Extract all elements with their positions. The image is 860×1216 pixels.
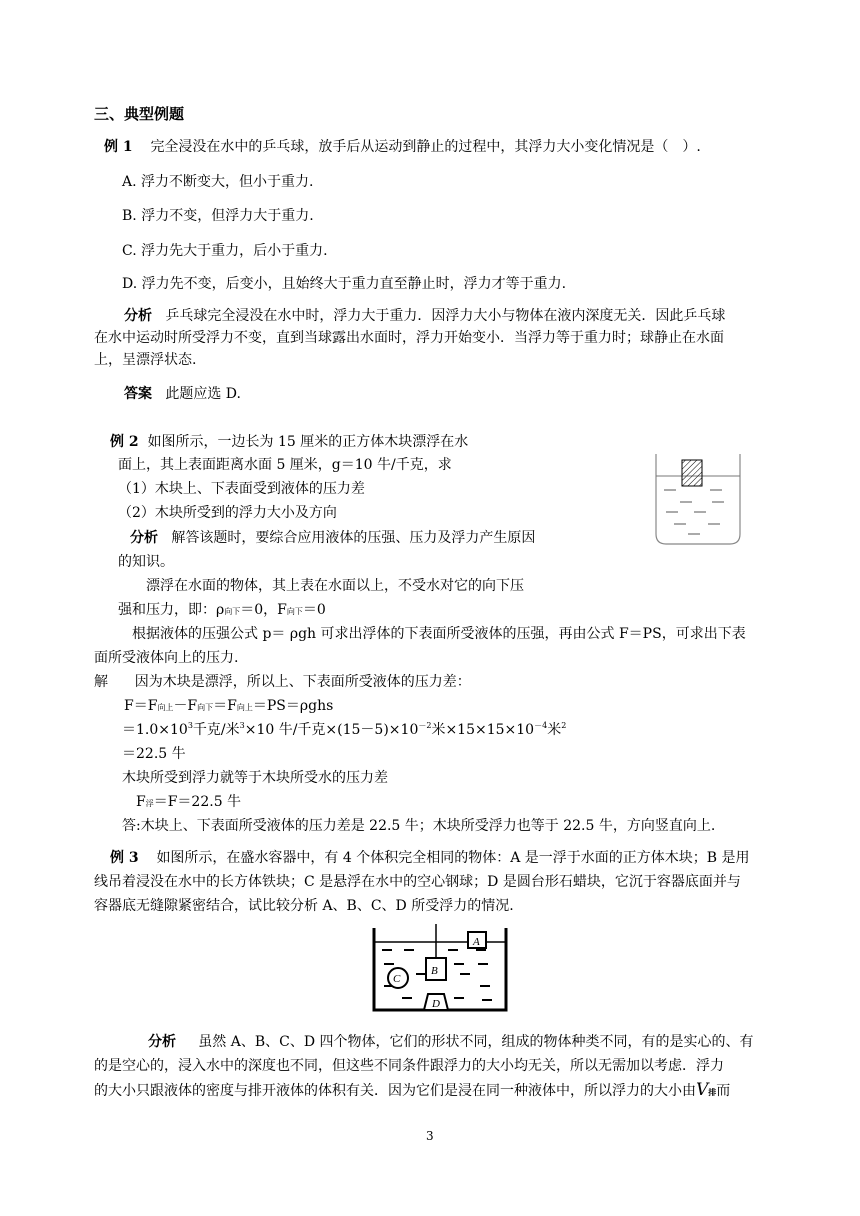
example-1-analysis-line-3: 上，呈漂浮状态. <box>94 352 197 368</box>
exponent: －2 <box>418 721 432 730</box>
eq-part: F <box>136 794 146 810</box>
v-subscript: 排 <box>708 1087 717 1097</box>
subscript-up: 向上 <box>236 703 253 712</box>
option-d: D. 浮力先不变，后变小，且始终大于重力直至静止时，浮力才等于重力. <box>122 276 567 292</box>
analysis-label: 分析 <box>148 1034 176 1050</box>
example-1-label: 例 1 <box>104 139 133 155</box>
label-d: D <box>432 998 440 1010</box>
example-3-text: 如图所示，在盛水容器中，有 4 个体积完全相同的物体：A 是一浮于水面的正方体木块；B 是用 <box>156 850 750 866</box>
eq-part: ×10 牛/千克×(15－5)×10 <box>244 722 419 738</box>
equation-1 <box>124 696 333 718</box>
option-b: B. 浮力不变，但浮力大于重力. <box>122 208 314 224</box>
example-3-label: 例 3 <box>110 850 139 866</box>
eq-part: F＝F <box>124 698 158 714</box>
eq-part: 米 <box>547 722 562 738</box>
example-3-analysis-line-2: 的是空心的，浸入水中的深度也不同，但这些不同条件跟浮力的大小均无关，所以无需加以考虑．浮力 <box>94 1058 724 1074</box>
eq-part: ＝1.0×10 <box>122 722 188 738</box>
example-2-line-2: 面上，其上表面距离水面 5 厘米，g＝10 牛/千克，求 <box>118 457 452 473</box>
example-2-line-3: （1）木块上、下表面受到液体的压力差 <box>118 481 365 497</box>
example-3-line-1 <box>110 848 750 868</box>
solution-intro <box>94 672 471 692</box>
label-c: C <box>393 973 401 985</box>
trailing-text: 而 <box>716 1083 731 1099</box>
eq-part: 米×15×15×10 <box>431 722 535 738</box>
subscript-down: 向下 <box>197 703 214 712</box>
example-2-line-4: （2）木块所受到的浮力大小及方向 <box>118 505 337 521</box>
section-title: 三、典型例题 <box>94 105 185 123</box>
solution-intro-text: 因为木块是漂浮，所以上、下表面所受液体的压力差： <box>134 674 471 690</box>
subscript-down: 向下 <box>224 607 241 616</box>
buoyancy-result <box>136 792 241 814</box>
subscript-float: 浮 <box>145 799 154 808</box>
example-2-analysis-line-1 <box>130 528 535 548</box>
answer-label: 答案 <box>124 386 152 402</box>
label-a: A <box>473 936 480 948</box>
solution-label: 解 <box>94 674 108 690</box>
conclusion: 木块所受到浮力就等于木块所受水的压力差 <box>122 770 388 786</box>
exponent: －4 <box>534 721 548 730</box>
example-1-text: 完全浸没在水中的乒乓球，放手后从运动到静止的过程中，其浮力大小变化情况是（ ）. <box>150 139 701 155</box>
exponent: 3 <box>239 721 245 730</box>
analysis-text: 的大小只跟液体的密度与排开液体的体积有关．因为它们是浸在同一种液体中，所以浮力的大小由 <box>94 1083 696 1099</box>
final-answer: 答:木块上、下表面所受液体的压力差是 22.5 牛；木块所受浮力也等于 22.5 牛，方向竖直向上. <box>122 818 716 834</box>
beaker-figure <box>650 450 746 548</box>
pressure-condition <box>118 600 326 622</box>
example-2-label: 例 2 <box>110 434 139 450</box>
equation-3: ＝22.5 牛 <box>122 746 186 762</box>
example-1-question <box>104 137 701 157</box>
eq-part: ＝F＝22.5 牛 <box>153 794 242 810</box>
v-symbol: V <box>696 1080 709 1100</box>
analysis-text: 乒乓球完全浸没在水中时，浮力大于重力．因浮力大小与物体在液内深度无关．因此乒乓球 <box>165 308 726 324</box>
equation-2 <box>122 720 566 742</box>
example-2-text: 如图所示，一边长为 15 厘米的正方体木块漂浮在水 <box>147 434 469 450</box>
eq-part: ＝PS＝ρghs <box>252 698 334 714</box>
analysis-label: 分析 <box>124 308 152 324</box>
answer-text: 此题应选 D. <box>165 386 241 402</box>
container-figure <box>364 920 516 1018</box>
subscript-up: 向上 <box>157 703 174 712</box>
example-2-analysis-line-2: 的知识。 <box>118 554 174 570</box>
analysis-text: 解答该题时，要综合应用液体的压强、压力及浮力产生原因 <box>171 530 536 546</box>
pressure-text-1: 强和压力，即：ρ <box>118 602 225 618</box>
example-3-line-2: 线吊着浸没在水中的长方体铁块；C 是悬浮在水中的空心钢球；D 是圆台形石蜡块，它沉于容器底面并与 <box>94 874 741 890</box>
eq-part: －F <box>173 698 198 714</box>
label-b: B <box>431 965 438 977</box>
pressure-text-2: ＝0，F <box>240 602 287 618</box>
subscript-down: 向下 <box>286 607 303 616</box>
example-1-analysis-line-2: 在水中运动时所受浮力不变，直到当球露出水面时，浮力开始变小．当浮力等于重力时；球静止在水面 <box>94 330 724 346</box>
example-3-analysis-line-3 <box>94 1080 730 1102</box>
option-a: A. 浮力不断变大，但小于重力. <box>122 174 314 190</box>
example-2-line-1 <box>110 432 468 452</box>
example-1-answer <box>124 384 241 404</box>
analysis-label: 分析 <box>130 530 158 546</box>
analysis-text: 虽然 A、B、C、D 四个物体，它们的形状不同，组成的物体种类不同，有的是实心的、有 <box>198 1034 754 1050</box>
formula-line-1: 根据液体的压强公式 p＝ ρgh 可求出浮体的下表面所受液体的压强，再由公式 F＝PS，可求出下表 <box>132 626 746 642</box>
example-3-line-3: 容器底无缝隙紧密结合，试比较分析 A、B、C、D 所受浮力的情况. <box>94 898 514 914</box>
exponent: 3 <box>187 721 193 730</box>
eq-part: 千克/米 <box>192 722 240 738</box>
formula-line-2: 面所受液体向上的压力. <box>94 650 239 666</box>
exponent: 2 <box>561 721 567 730</box>
pressure-text-3: ＝0 <box>302 602 326 618</box>
example-1-analysis-line-1 <box>124 306 725 326</box>
example-3-analysis-line-1 <box>148 1032 754 1052</box>
eq-part: ＝F <box>213 698 237 714</box>
page-number: 3 <box>426 1129 434 1143</box>
option-c: C. 浮力先大于重力，后小于重力. <box>122 243 328 259</box>
example-2-analysis-line-3: 漂浮在水面的物体，其上表在水面以上，不受水对它的向下压 <box>146 578 524 594</box>
